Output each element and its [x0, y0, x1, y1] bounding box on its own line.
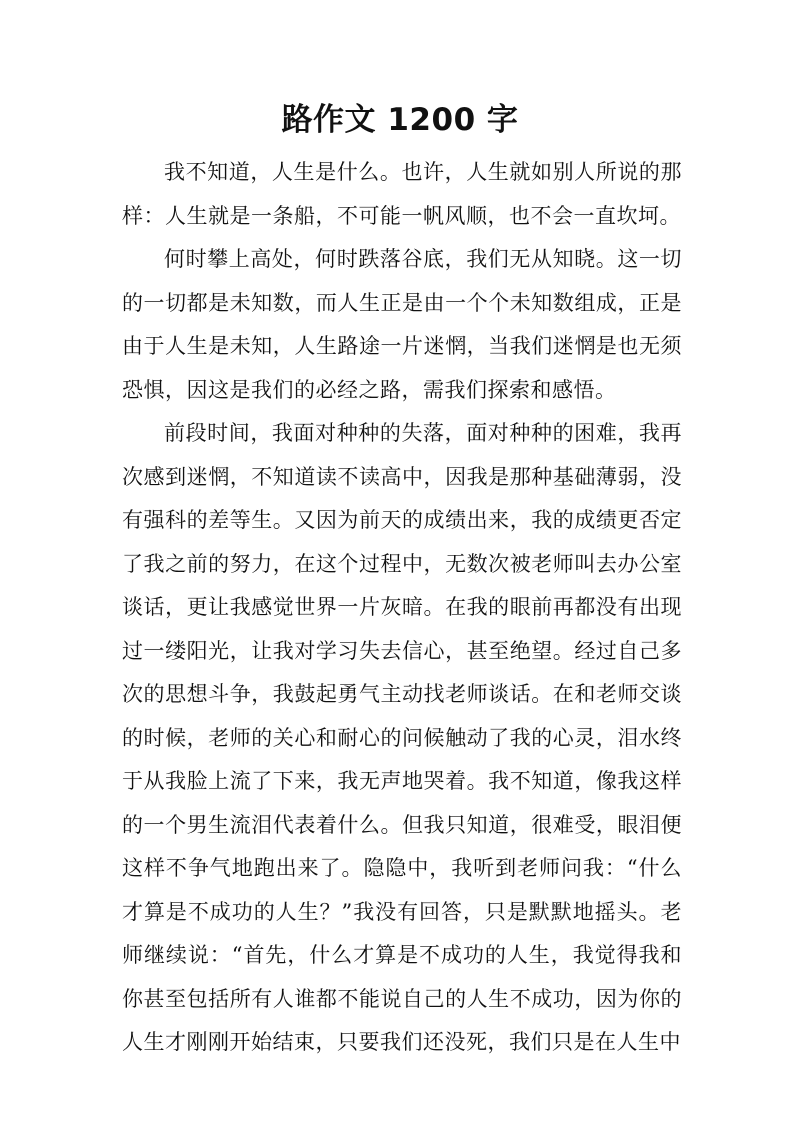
- paragraph: 何时攀上高处，何时跌落谷底，我们无从知晓。这一切的一切都是未知数，而人生正是由一个个未知数组成，正是由于人生是未知，人生路途一片迷惘，当我们迷惘是也无须恐惧，因这是我们的必经之路，需我们探索和感悟。: [122, 247, 682, 402]
- paragraph: 我不知道，人生是什么。也许，人生就如别人所说的那样：人生就是一条船，不可能一帆风顺，也不会一直坎坷。: [122, 160, 682, 228]
- document-title: 路作文 1200 字: [281, 102, 519, 138]
- document-body: [122, 151, 682, 1065]
- paragraph: 前段时间，我面对种种的失落，面对种种的困难，我再次感到迷惘，不知道读不读高中，因我是那种基础薄弱，没有强科的差等生。又因为前天的成绩出来，我的成绩更否定了我之前的努力，在这个过程中，无数次被老师叫去办公室谈话，更让我感觉世界一片灰暗。在我的眼前再都没有出现过一缕阳光，让我对学习失去信心，甚至绝望。经过自己多次的思想斗争，我鼓起勇气主动找老师谈话。在和老师交谈的时候，老师的关心和耐心的问候触动了我的心灵，泪水终于从我脸上流了下来，我无声地哭着。我不知道，像我这样的一个男生流泪代表着什么。但我只知道，很难受，眼泪便这样不争气地跑出来了。隐隐中，我听到老师问我：“什么才算是不成功的人生？”我没有回答，只是默默地摇头。老师继续说：“首先，什么才算是不成功的人生，我觉得我和你甚至包括所有人谁都不能说自己的人生不成功，因为你的人生才刚刚开始结束，只要我们还没死，我们只是在人生中: [122, 421, 682, 1054]
